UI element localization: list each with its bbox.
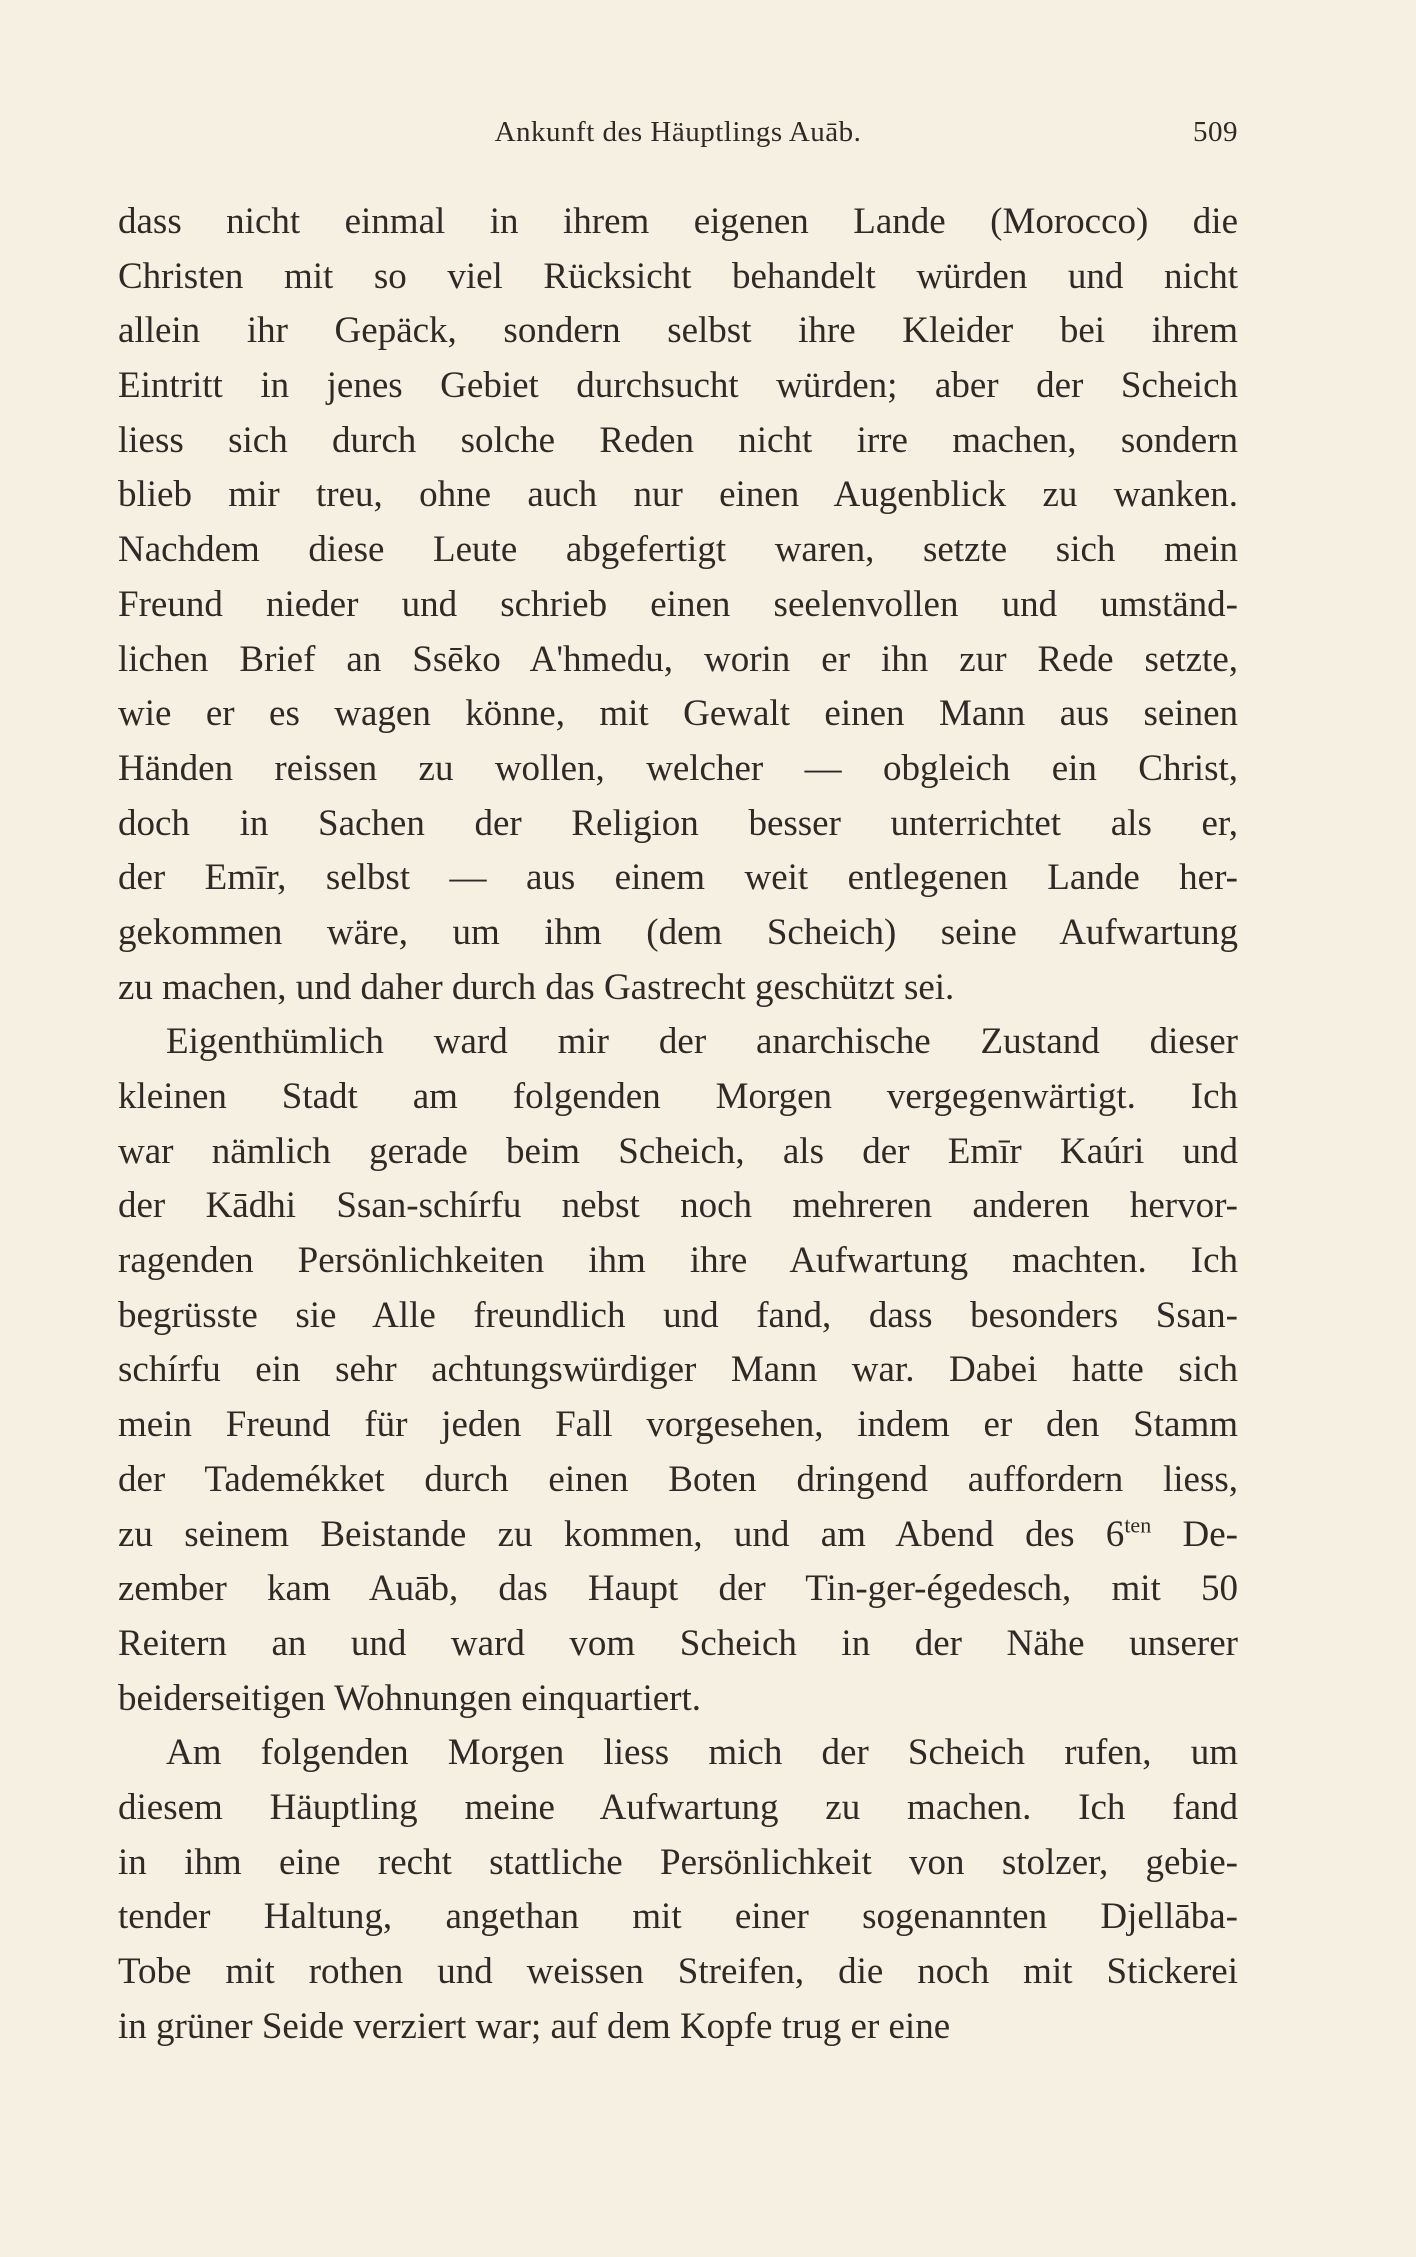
text-line: Am folgenden Morgen liess mich der Scheich rufen, um: [166, 1732, 1238, 1774]
text-line: Reitern an und ward vom Scheich in der Nähe unserer: [118, 1622, 1238, 1664]
text-line: mein Freund für jeden Fall vorgesehen, indem er den Stamm: [118, 1404, 1238, 1446]
text-line: der Kādhi Ssan-schírfu nebst noch mehreren anderen hervor-: [118, 1185, 1238, 1227]
text-line: der Tademékket durch einen Boten dringend auffordern liess,: [118, 1458, 1238, 1500]
text-line: zu machen, und daher durch das Gastrecht geschützt sei.: [118, 966, 955, 1008]
text-line: liess sich durch solche Reden nicht irre machen, sondern: [118, 419, 1238, 461]
text-line: blieb mir treu, ohne auch nur einen Augenblick zu wanken.: [118, 474, 1238, 516]
text-line: doch in Sachen der Religion besser unterrichtet als er,: [118, 802, 1238, 844]
text-line: diesem Häuptling meine Aufwartung zu machen. Ich fand: [118, 1786, 1238, 1828]
text-line: kleinen Stadt am folgenden Morgen vergegenwärtigt. Ich: [118, 1076, 1238, 1117]
text-line: ragenden Persönlichkeiten ihm ihre Aufwartung machten. Ich: [118, 1240, 1238, 1282]
paragraph: [118, 195, 1238, 1015]
text-line: in grüner Seide verziert war; auf dem Kopfe trug er eine: [118, 2005, 951, 2047]
paragraph: [118, 1015, 1238, 1726]
text-line: zu seinem Beistande zu kommen, und am Abend des $6^{ten}$ De-: [118, 1512, 1238, 1555]
text-line: Händen reissen zu wollen, welcher — obgleich ein Christ,: [118, 747, 1238, 789]
text-line: allein ihr Gepäck, sondern selbst ihre Kleider bei ihrem: [118, 310, 1238, 352]
text-line: Eigenthümlich ward mir der anarchische Zustand dieser: [166, 1021, 1238, 1063]
text-line: Christen mit so viel Rücksicht behandelt würden und nicht: [118, 255, 1238, 297]
text-line: tender Haltung, angethan mit einer sogenannten Djellāba-: [118, 1896, 1238, 1938]
text-line: beiderseitigen Wohnungen einquartiert.: [118, 1677, 702, 1719]
text-line: der Emīr, selbst — aus einem weit entlegenen Lande her-: [118, 857, 1238, 899]
text-line: dass nicht einmal in ihrem eigenen Lande (Morocco) die: [118, 201, 1238, 242]
text-line: lichen Brief an Ssēko A'hmedu, worin er ihn zur Rede setzte,: [118, 638, 1238, 680]
text-line: war nämlich gerade beim Scheich, als der Emīr Kaúri und: [118, 1130, 1238, 1172]
paragraph: [118, 1726, 1238, 2054]
text-line: gekommen wäre, um ihm (dem Scheich) seine Aufwartung: [118, 911, 1238, 953]
text-line: begrüsste sie Alle freundlich und fand, dass besonders Ssan-: [118, 1294, 1238, 1336]
text-line: zember kam Auāb, das Haupt der Tin-ger-égedesch, mit 50: [118, 1568, 1238, 1610]
text-line: Eintritt in jenes Gebiet durchsucht würden; aber der Scheich: [118, 365, 1238, 407]
text-line: Nachdem diese Leute abgefertigt waren, setzte sich mein: [118, 529, 1238, 571]
text-line: Freund nieder und schrieb einen seelenvollen und umständ-: [118, 583, 1238, 625]
page-number: 509: [1193, 116, 1238, 148]
text-line: Tobe mit rothen und weissen Streifen, die noch mit Stickerei: [118, 1951, 1238, 1992]
text-line: in ihm eine recht stattliche Persönlichkeit von stolzer, gebie-: [118, 1841, 1238, 1883]
running-title: Ankunft des Häuptlings Auāb.: [494, 116, 862, 148]
text-line: schírfu ein sehr achtungswürdiger Mann war. Dabei hatte sich: [118, 1349, 1238, 1391]
text-line: wie er es wagen könne, mit Gewalt einen Mann aus seinen: [118, 693, 1238, 735]
running-head: [118, 116, 1238, 166]
body-text: [118, 195, 1238, 2054]
